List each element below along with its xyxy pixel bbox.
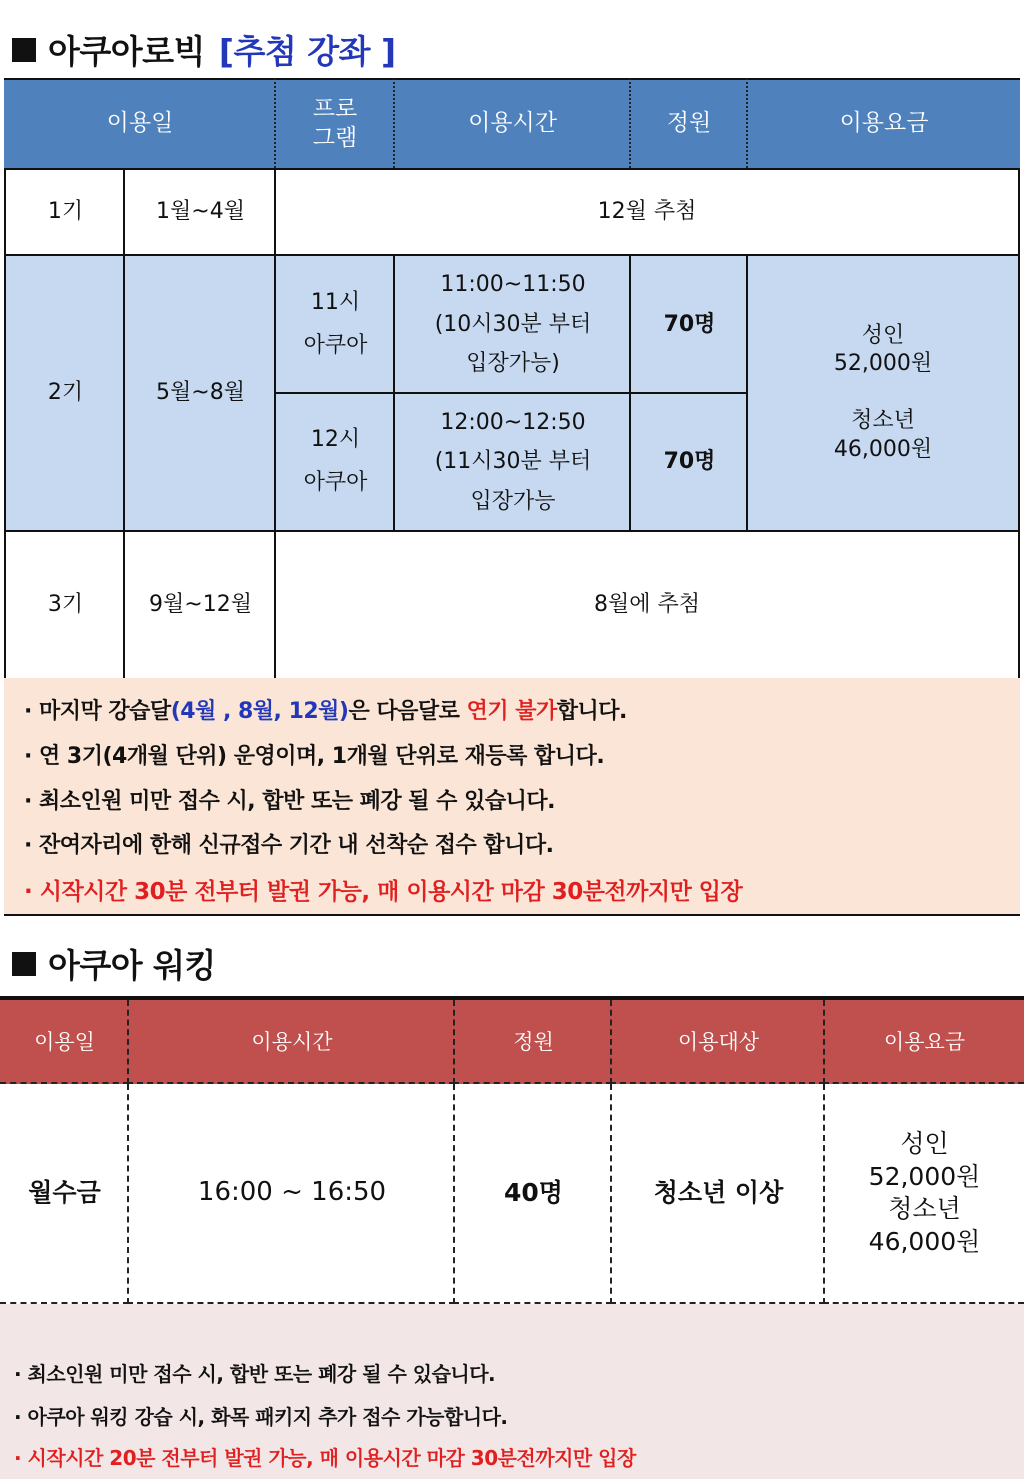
row1-term: 1기 (4, 168, 125, 254)
header-capacity: 정원 (453, 1000, 612, 1084)
note-remaining-seats: · 잔여자리에 한해 신규접수 기간 내 선착순 접수 합니다. (24, 833, 554, 858)
row3-term: 3기 (4, 530, 125, 678)
note-text: 은 다음달로 (348, 699, 467, 724)
walking-fee: 성인 52,000원 청소년 46,000원 (823, 1084, 1024, 1304)
header-target: 이용대상 (610, 1000, 825, 1084)
header-fee: 이용요금 (823, 1000, 1024, 1084)
aqua-walking-table (0, 996, 1024, 1304)
aqua-walking-notes (0, 1304, 1024, 1479)
header-date: 이용일 (0, 1000, 129, 1084)
row2-fee: 성인 52,000원 청소년 46,000원 (746, 254, 1020, 530)
header-fee: 이용요금 (746, 78, 1020, 168)
walking-time: 16:00 ~ 16:50 (127, 1084, 455, 1304)
note-months-highlight: (4월 , 8월, 12월) (170, 699, 349, 724)
note-ticketing: · 시작시간 20분 전부터 발권 가능, 매 이용시간 마감 30분전까지만 입장 (14, 1446, 636, 1470)
square-bullet-icon (12, 952, 36, 976)
row1-lottery-note: 12월 추첨 (274, 168, 1020, 254)
note-terms: · 연 3기(4개월 단위) 운영이며, 1개월 단위로 재등록 합니다. (24, 744, 605, 769)
row2a-program: 11시 아쿠아 (274, 254, 395, 393)
note-text: · 마지막 강습달 (24, 699, 171, 724)
aquarobic-table (4, 78, 1020, 678)
row2-months: 5월~8월 (123, 254, 276, 530)
header-date: 이용일 (4, 78, 276, 168)
walking-capacity: 40명 (453, 1084, 612, 1304)
note-package: · 아쿠아 워킹 강습 시, 화목 패키지 추가 접수 가능합니다. (14, 1405, 508, 1429)
note-no-postpone-highlight: 연기 불가 (466, 699, 557, 724)
row2b-capacity: 70명 (629, 392, 748, 530)
header-time: 이용시간 (393, 78, 630, 168)
row2b-time: 12:00~12:50 (11시30분 부터 입장가능 (393, 392, 631, 530)
header-capacity: 정원 (629, 78, 747, 168)
row3-lottery-note: 8월에 추첨 (274, 530, 1020, 678)
note-text: 합니다. (556, 699, 627, 724)
note-minimum: · 최소인원 미만 접수 시, 합반 또는 폐강 될 수 있습니다. (24, 789, 555, 814)
row3-months: 9월~12월 (123, 530, 276, 678)
section-title-text: 아쿠아로빅 (48, 32, 205, 71)
section-title-aqua-walking (12, 940, 216, 987)
note-minimum: · 최소인원 미만 접수 시, 합반 또는 폐강 될 수 있습니다. (14, 1362, 496, 1386)
section-title-text: 아쿠아 워킹 (48, 946, 216, 985)
row2b-program: 12시 아쿠아 (274, 392, 395, 530)
row2a-capacity: 70명 (629, 254, 748, 393)
note-no-postpone (24, 694, 627, 725)
square-bullet-icon (12, 38, 36, 62)
aquarobic-notes (4, 678, 1020, 916)
walking-day: 월수금 (0, 1084, 129, 1304)
header-program: 프로 그램 (274, 78, 394, 168)
note-ticketing: · 시작시간 30분 전부터 발권 가능, 매 이용시간 마감 30분전까지만 입장 (24, 879, 743, 905)
row2-term: 2기 (4, 254, 125, 530)
section-title-aquarobic (12, 26, 396, 73)
section-title-accent: [추첨 강좌 ] (218, 32, 396, 71)
header-time: 이용시간 (127, 1000, 455, 1084)
row1-months: 1월~4월 (123, 168, 276, 254)
row2a-time: 11:00~11:50 (10시30분 부터 입장가능) (393, 254, 631, 393)
walking-target: 청소년 이상 (610, 1084, 825, 1304)
